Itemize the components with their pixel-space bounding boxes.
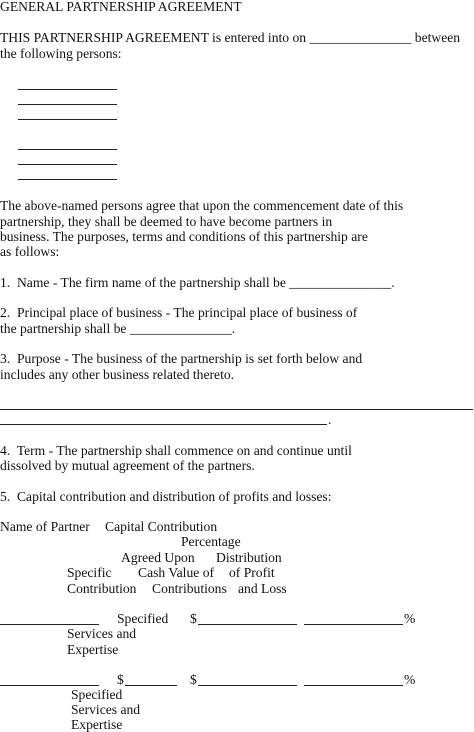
row-2-services-and: Services and [71, 702, 141, 717]
row-1-partner-name-blank[interactable] [0, 624, 99, 625]
row-1-specified: Specified [117, 611, 169, 626]
item-4-line-2: dissolved by mutual agreement of the partners. [0, 458, 255, 473]
item-5-capital: 5. Capital contribution and distribution of profits and losses: [0, 489, 332, 504]
header-cash-value-of: Cash Value of [138, 565, 215, 580]
header-specific: Specific [67, 565, 112, 580]
purpose-blank-line-2[interactable] [0, 424, 327, 425]
item-4-line-1: 4. Term - The partnership shall commence on and continue until [0, 443, 352, 458]
paragraph-1-line-1: The above-named persons agree that upon the commencement date of this [0, 198, 404, 213]
row-2-specified: Specified [71, 687, 123, 702]
row-2-expertise: Expertise [71, 717, 123, 732]
header-contribution: Contribution [67, 581, 137, 596]
paragraph-1-line-3: business. The purposes, terms and conditions of this partnership are [0, 229, 368, 244]
partner-name-blank-4[interactable] [18, 149, 117, 150]
item-2-line-2: the partnership shall be _______________. [0, 321, 236, 336]
row-1-cash-value-blank[interactable] [198, 624, 297, 625]
partner-name-blank-2[interactable] [18, 104, 117, 105]
partner-name-blank-6[interactable] [18, 179, 117, 180]
row-2-cash-value-blank[interactable] [198, 685, 297, 686]
row-1-expertise: Expertise [67, 642, 119, 657]
item-1-name: 1. Name - The firm name of the partnership shall be _______________. [0, 275, 395, 290]
partner-name-blank-3[interactable] [18, 119, 117, 120]
paragraph-1-line-4: as follows: [0, 244, 60, 259]
row-2-percentage-blank[interactable] [304, 685, 403, 686]
header-of-profit: of Profit [229, 565, 275, 580]
header-capital-contribution: Capital Contribution [105, 519, 218, 534]
item-2-line-1: 2. Principal place of business - The principal place of business of [0, 305, 358, 320]
paragraph-1-line-2: partnership, they shall be deemed to have become partners in [0, 214, 333, 229]
row-1-services-and: Services and [67, 626, 137, 641]
row-2-partner-name-blank[interactable] [0, 685, 99, 686]
purpose-line-period: . [328, 412, 332, 427]
row-2-percent-sign: % [404, 672, 416, 687]
header-name-of-partner: Name of Partner [0, 519, 90, 534]
purpose-blank-line-1[interactable] [0, 409, 473, 410]
header-contributions: Contributions [152, 581, 227, 596]
row-2-specific-blank[interactable] [125, 685, 177, 686]
document-title: GENERAL PARTNERSHIP AGREEMENT [0, 0, 242, 14]
row-1-percent-sign: % [404, 611, 416, 626]
intro-line-2: the following persons: [0, 46, 122, 61]
header-distribution: Distribution [216, 550, 282, 565]
row-1-percentage-blank[interactable] [304, 624, 403, 625]
row-2-dollar-sign-1: $ [117, 672, 124, 687]
header-percentage: Percentage [181, 534, 241, 549]
intro-line-1: THIS PARTNERSHIP AGREEMENT is entered into on _______________ between [0, 30, 461, 45]
header-and-loss: and Loss [238, 581, 287, 596]
row-1-dollar-sign: $ [190, 611, 197, 626]
header-agreed-upon: Agreed Upon [121, 550, 195, 565]
partner-name-blank-1[interactable] [18, 89, 117, 90]
row-2-dollar-sign-2: $ [190, 672, 197, 687]
item-3-line-2: includes any other business related thereto. [0, 367, 235, 382]
partner-name-blank-5[interactable] [18, 164, 117, 165]
item-3-line-1: 3. Purpose - The business of the partnership is set forth below and [0, 351, 363, 366]
